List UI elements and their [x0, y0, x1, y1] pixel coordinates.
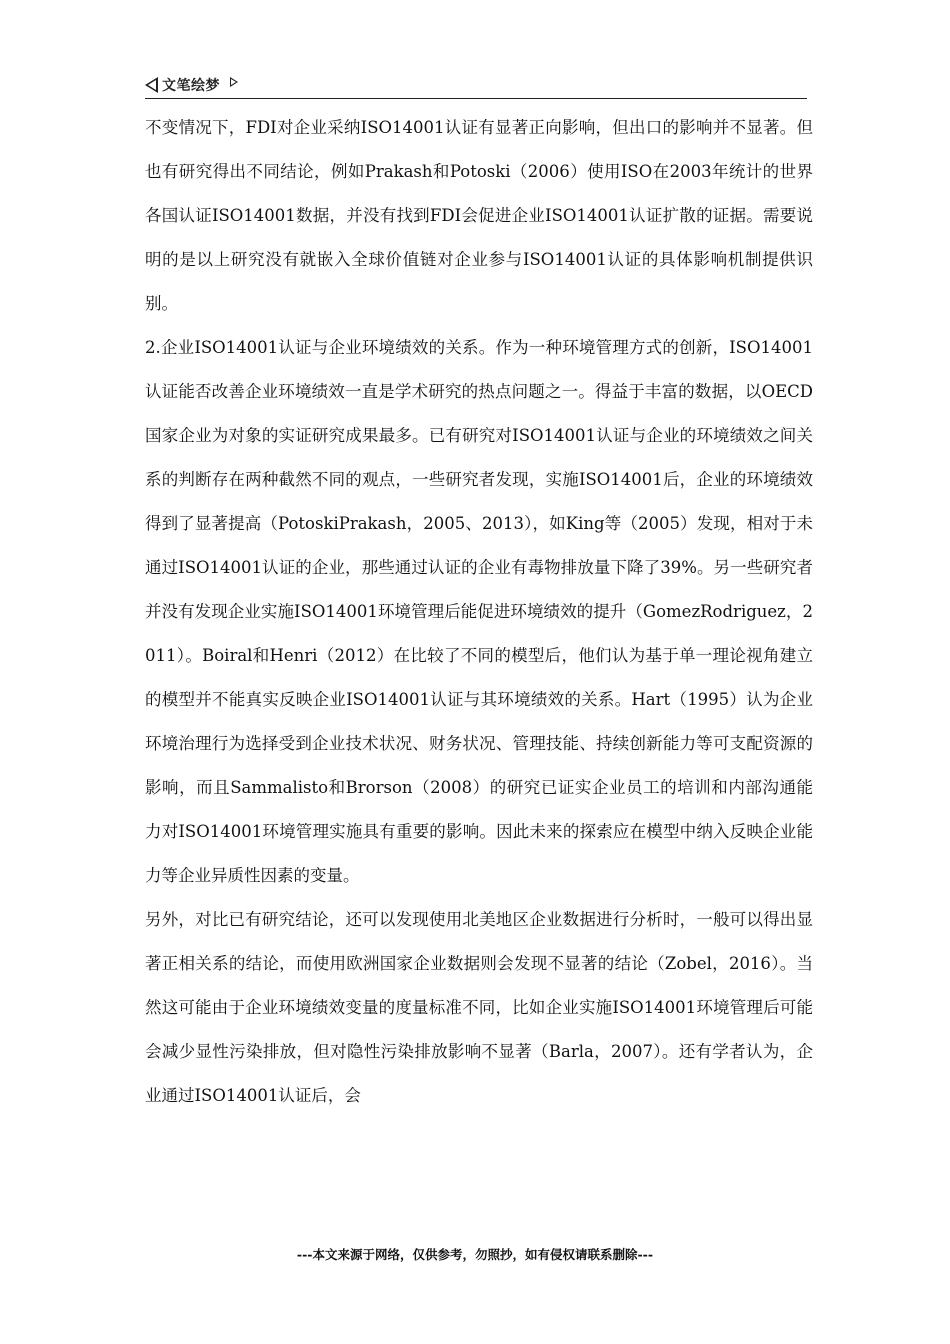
left-triangle-icon — [145, 77, 158, 93]
paragraph-1: 不变情况下，FDI对企业采纳ISO14001认证有显著正向影响，但出口的影响并不显著。但也有研究得出不同结论，例如Prakash和Potoski（2006）使用ISO在2003年统计的世界各国认证ISO14001数据，并没有找到FDI会促进企业ISO14001认证扩散的证据。需要说明的是以上研究没有就嵌入全球价值链对企业参与ISO14001认证的具体影响机制提供识别。 — [145, 118, 813, 313]
document-body — [145, 106, 813, 1118]
brand-name: 文笔绘梦 — [162, 78, 220, 94]
footer-notice: ---本文来源于网络，仅供参考，勿照抄，如有侵权请联系删除--- — [296, 1247, 654, 1262]
right-triangle-icon — [230, 77, 238, 87]
brand-logo — [145, 74, 807, 96]
paragraph-2: 2.企业ISO14001认证与企业环境绩效的关系。作为一种环境管理方式的创新，ISO14001认证能否改善企业环境绩效一直是学术研究的热点问题之一。得益于丰富的数据，以OECD国家企业为对象的实证研究成果最多。已有研究对ISO14001认证与企业的环境绩效之间关系的判断存在两种截然不同的观点，一些研究者发现，实施ISO14001后，企业的环境绩效得到了显著提高（PotoskiPrakash，2005、2013），如King等（2005）发现，相对于未通过ISO14001认证的企业，那些通过认证的企业有毒物排放量下降了39%。另一些研究者并没有发现企业实施ISO14001环境管理后能促进环境绩效的提升（GomezRodriguez，2011）。Boiral和Henri（2012）在比较了不同的模型后，他们认为基于单一理论视角建立的模型并不能真实反映企业ISO14001认证与其环境绩效的关系。Hart（1995）认为企业环境治理行为选择受到企业技术状况、财务状况、管理技能、持续创新能力等可支配资源的影响，而且Sammalisto和Brorson（2008）的研究已证实企业员工的培训和内部沟通能力对ISO14001环境管理实施具有重要的影响。因此未来的探索应在模型中纳入反映企业能力等企业异质性因素的变量。 — [145, 338, 813, 885]
paragraph-3: 另外，对比已有研究结论，还可以发现使用北美地区企业数据进行分析时，一般可以得出显著正相关系的结论，而使用欧洲国家企业数据则会发现不显著的结论（Zobel，2016）。当然这可能由于企业环境绩效变量的度量标准不同，比如企业实施ISO14001环境管理后可能会减少显性污染排放，但对隐性污染排放影响不显著（Barla，2007）。还有学者认为，企业通过ISO14001认证后，会 — [145, 910, 813, 1105]
page-header — [145, 74, 807, 99]
